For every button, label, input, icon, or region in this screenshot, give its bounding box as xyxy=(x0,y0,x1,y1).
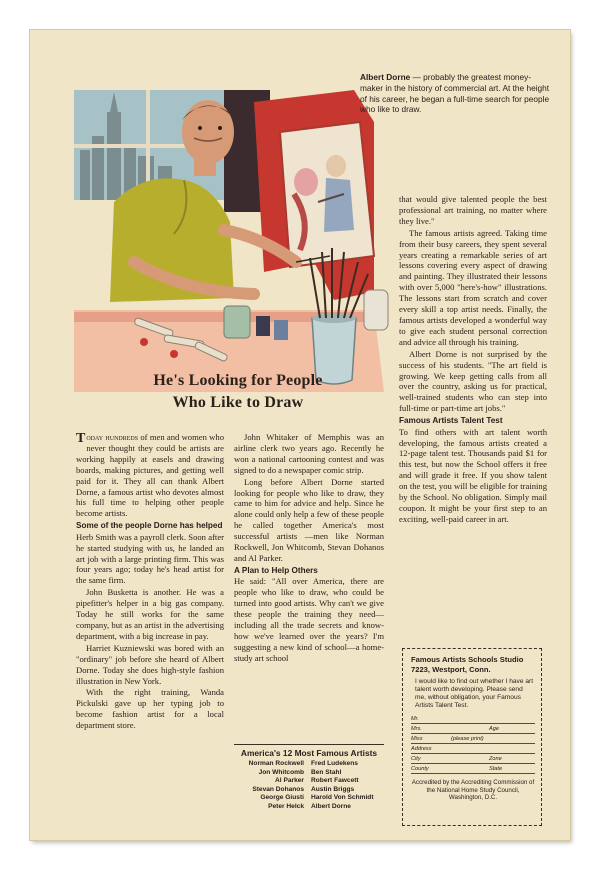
coupon-field-mr[interactable] xyxy=(411,714,535,724)
artist-name: Norman Rockwell xyxy=(248,760,304,767)
headline-line-1: He's Looking for People xyxy=(153,372,323,389)
label-miss: Miss xyxy=(411,736,423,742)
artist-name: Fred Ludekens xyxy=(311,760,358,767)
artists-list xyxy=(234,760,384,812)
paragraph-talent-test: To find others with art talent worth developing, the famous artists created a 12-page talent test. Thousands paid $1 for this test, but now the School offers it free and will grade it free. If you show talent on the test, you will be eligible for training by the School. No obligation. Simply mail coupon. It might be your first step to an exciting, well-paid career in art. xyxy=(399,426,547,524)
artist-name: Peter Helck xyxy=(268,802,304,810)
artist-row xyxy=(234,803,384,812)
coupon-field-miss[interactable] xyxy=(411,734,535,744)
paragraph-he-said: He said: "All over America, there are people who like to draw, who could be turned into good artists. Why can't we give these people the training they need—including all the trade secrets and know-how we've learned over the years? I'm suggesting a new kind of school—a home-study art school xyxy=(234,576,384,663)
paragraph-long-before: Long before Albert Dorne started looking for people who like to draw, they came to him for advice and help. Since he alone could only help a few of these people he called together America's most successful artists —men like Norman Rockwell, Jon Whitcomb, Stevan Dohanos and Al Parker. xyxy=(234,476,384,563)
label-city: City xyxy=(411,756,421,762)
artist-name: Al Parker xyxy=(275,777,304,785)
label-age: Age xyxy=(489,726,499,732)
caption-name: Albert Dorne xyxy=(360,72,411,82)
label-state: State xyxy=(489,766,503,772)
subhead-helped: Some of the people Dorne has helped xyxy=(76,521,223,531)
caption-text: — probably the greatest money-maker in the history of commercial art. At the height of his career, he began a full-time search for people who like to draw. xyxy=(360,72,550,115)
article-headline xyxy=(88,370,388,414)
artist-row xyxy=(234,769,384,778)
paragraph-continued: that would give talented people the best professional art training, no matter where they live." xyxy=(399,194,547,226)
artist-name: Ben Stahl xyxy=(311,768,342,776)
coupon-field-city[interactable] xyxy=(411,754,535,764)
coupon-field-address[interactable] xyxy=(411,744,535,754)
paragraph-john-whitaker: John Whitaker of Memphis was an airline clerk two years ago. Recently he won a national cartooning contest and was signed to do a newspaper comic strip. xyxy=(234,432,384,475)
illustration-caption xyxy=(360,72,550,115)
subhead-talent-test: Famous Artists Talent Test xyxy=(399,416,503,426)
coupon-accreditation: Accredited by the Accrediting Commission of the National Home Study Council, Washington, D.C. xyxy=(411,779,535,802)
paragraph-harriet: Harriet Kuzniewski was bored with an "ordinary" job before she heard of Albert Dorne. Today she does high-style fashion illustration in New York. xyxy=(76,642,224,686)
intro-paragraph xyxy=(76,432,224,519)
coupon-field-county[interactable] xyxy=(411,764,535,774)
coupon-title: Famous Artists Schools Studio 7223, Westport, Conn. xyxy=(411,655,524,674)
article-column-3 xyxy=(399,194,547,526)
intro-small-caps: oday hundreds xyxy=(86,432,139,442)
paragraph-john-busketta: John Busketta is another. He was a pipefitter's helper in a big gas company. Today he still works for the same company, but as an artist in the advertising department, with a big increase in pay. xyxy=(76,587,224,641)
label-please-print: (please print) xyxy=(451,736,484,742)
artist-name: Robert Fawcett xyxy=(311,777,359,785)
artist-name: Jon Whitcomb xyxy=(258,768,304,776)
coupon-fields xyxy=(411,714,535,774)
label-zone: Zone xyxy=(489,756,502,762)
drop-cap: T xyxy=(76,431,86,446)
label-mrs: Mrs. xyxy=(411,726,422,732)
label-mr: Mr. xyxy=(411,716,419,722)
famous-artists-box xyxy=(234,744,384,812)
artist-illustration xyxy=(74,62,394,392)
artist-name: George Giusti xyxy=(260,794,304,802)
headline-line-2: Who Like to Draw xyxy=(172,394,304,411)
paragraph-herb-smith: Herb Smith was a payroll clerk. Soon after he started studying with us, he landed an art job with a large printing firm. This was four years ago; today he's head artist for the same firm. xyxy=(76,531,224,586)
artist-row xyxy=(234,760,384,769)
artist-row xyxy=(234,786,384,795)
coupon-body: I would like to find out whether I have art talent worth developing. Please send me, without obligation, your Famous Artists Talent Test. xyxy=(415,678,534,709)
article-column-1 xyxy=(76,432,224,732)
artist-row xyxy=(234,777,384,786)
label-county: County xyxy=(411,766,429,772)
paragraph-not-surprised: Albert Dorne is not surprised by the success of his students. "The art field is growing. We keep getting calls from all over the country, asking us for practical, well-trained students who can step into full-time or part-time art jobs." xyxy=(399,348,547,414)
artist-row xyxy=(234,794,384,803)
artist-name: Stevan Dohanos xyxy=(252,785,304,793)
mail-coupon[interactable] xyxy=(402,648,542,826)
artists-box-title: America's 12 Most Famous Artists xyxy=(240,748,378,758)
paragraph-wanda: With the right training, Wanda Pickulski gave up her typing job to become fashion artist for a local department store. xyxy=(76,687,224,731)
coupon-field-mrs[interactable] xyxy=(411,724,535,734)
artist-name: Harold Von Schmidt xyxy=(311,794,374,802)
article-column-2 xyxy=(234,432,384,665)
paragraph-artists-agreed: The famous artists agreed. Taking time from their busy careers, they spent several years creating a remarkable series of art lessons covering every aspect of drawing and painting. They illustrated their lessons with over 5,000 "here's-how" illustrations. The lessons start from scratch and cover every skill a top artist needs. Finally, the famous artists developed a wonderful way to give each student personal correction and advice all through his training. xyxy=(399,227,547,347)
intro-text: of men and women who never thought they could be artists are working happily at easels and drawing boards, making pictures, and getting well paid for it. They all can thank Albert Dorne, a famous artist who devotes almost his full time to helping other people become artists. xyxy=(76,432,224,519)
artist-name: Austin Briggs xyxy=(311,785,355,793)
label-address: Address xyxy=(411,746,432,752)
artist-name: Albert Dorne xyxy=(311,802,351,810)
magazine-page xyxy=(30,30,570,840)
subhead-plan: A Plan to Help Others xyxy=(234,565,318,575)
